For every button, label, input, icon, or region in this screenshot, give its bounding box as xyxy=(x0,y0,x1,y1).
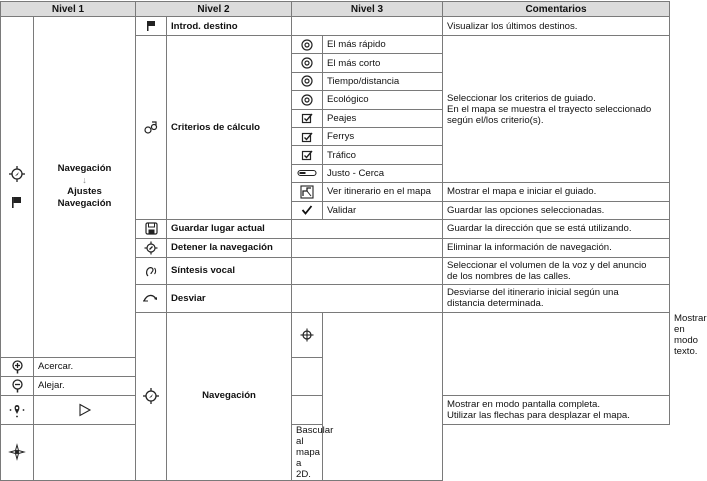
play-triangle-icon xyxy=(78,403,92,417)
flag-icon-cell xyxy=(136,17,167,36)
checkbox-icon-cell xyxy=(292,109,323,127)
option-mas-corto: El más corto xyxy=(323,54,443,72)
empty-cell xyxy=(292,257,443,284)
detour-arrow-icon xyxy=(143,293,159,303)
header-nivel1: Nivel 1 xyxy=(1,2,136,17)
route-settings-icon xyxy=(143,119,159,135)
criterios-comment-line3: según el/los criterio(s). xyxy=(447,114,544,126)
ver-itinerario-comment: Mostrar el mapa e iniciar el guiado. xyxy=(443,183,670,201)
validar-comment: Guardar las opciones seleccionadas. xyxy=(443,201,670,219)
checkbox-icon xyxy=(301,131,313,143)
radio-target-icon xyxy=(301,39,313,51)
ver-itinerario-label: Ver itinerario en el mapa xyxy=(323,183,443,201)
header-nivel2: Nivel 2 xyxy=(136,2,292,17)
sintesis-comment-line2: de los nombres de las calles. xyxy=(447,270,571,282)
option-ecologico: Ecológico xyxy=(323,91,443,109)
empty-cell xyxy=(34,424,167,480)
validar-label: Validar xyxy=(323,201,443,219)
detour-icon-cell xyxy=(136,284,167,312)
map-route-icon-cell xyxy=(292,183,323,201)
comment-pantalla-line2: Utilizar las flechas para desplazar el mapa. xyxy=(447,409,630,421)
stop-navigation-icon xyxy=(144,241,158,255)
introd-destino-comment: Visualizar los últimos destinos. xyxy=(443,17,670,36)
zoom-in-icon-cell xyxy=(1,357,34,376)
radio-icon-cell xyxy=(292,54,323,72)
header-nivel3: Nivel 3 xyxy=(292,2,443,17)
voice-speech-icon xyxy=(144,264,158,278)
empty-nivel3-cell xyxy=(443,312,670,395)
move-map-icon-cell xyxy=(1,395,34,424)
radio-target-icon xyxy=(301,75,313,87)
zoom-in-icon xyxy=(11,360,24,374)
compass-2d-icon-cell xyxy=(1,424,34,480)
radio-target-icon xyxy=(301,57,313,69)
desviar-label: Desviar xyxy=(167,284,292,312)
nivel1-navegacion-cell xyxy=(34,17,136,358)
radio-icon-cell xyxy=(292,91,323,109)
checkbox-icon-cell xyxy=(292,127,323,145)
option-justo-cerca: Justo - Cerca xyxy=(323,164,443,182)
header-comentarios: Comentarios xyxy=(443,2,670,17)
voice-icon-cell xyxy=(136,257,167,284)
option-peajes: Peajes xyxy=(323,109,443,127)
checkmark-icon xyxy=(301,204,313,216)
option-mas-rapido: El más rápido xyxy=(323,36,443,54)
criterios-comment xyxy=(443,36,670,183)
criterios-comment-line1: Seleccionar los criterios de guiado. xyxy=(447,92,596,104)
nivel1-title: Navegación xyxy=(57,163,112,175)
radio-icon-cell xyxy=(292,36,323,54)
menu-table xyxy=(0,1,707,481)
navigation-compass-icon xyxy=(8,165,26,183)
nivel1-subtitle-line2: Navegación xyxy=(57,198,112,210)
save-icon-cell xyxy=(136,219,167,238)
comment-pantalla-completa xyxy=(443,395,670,424)
table-row: Navegación Mostrar en modo texto. xyxy=(1,312,670,357)
detener-comment: Eliminar la información de navegación. xyxy=(443,238,670,257)
option-ferrys: Ferrys xyxy=(323,127,443,145)
comment-acercar: Acercar. xyxy=(34,357,136,376)
guardar-comment: Guardar la dirección que se está utilizando. xyxy=(443,219,670,238)
option-trafico: Tráfico xyxy=(323,146,443,164)
detener-label: Detener la navegación xyxy=(167,238,292,257)
nivel1-icons-cell xyxy=(1,17,34,358)
criterios-icon-cell xyxy=(136,36,167,220)
comment-pantalla-line1: Mostrar en modo pantalla completa. xyxy=(447,398,601,410)
checkbox-icon xyxy=(301,149,313,161)
nivel1-navegacion-cell-2: Navegación xyxy=(167,312,292,480)
empty-cell xyxy=(292,17,443,36)
option-tiempo-distancia: Tiempo/distancia xyxy=(323,72,443,90)
sintesis-label: Síntesis vocal xyxy=(167,257,292,284)
slider-icon xyxy=(297,169,317,177)
checkmark-icon-cell xyxy=(292,201,323,219)
sintesis-comment-line1: Seleccionar el volumen de la voz y del anuncio xyxy=(447,259,647,271)
compass-rose-icon xyxy=(9,444,25,460)
comment-bascular: Bascular al mapa a 2D. xyxy=(292,424,323,480)
stop-nav-icon-cell xyxy=(136,238,167,257)
table-row xyxy=(1,17,670,36)
empty-cell xyxy=(292,284,443,312)
checkbox-icon xyxy=(301,112,313,124)
navigation-compass-icon xyxy=(142,387,160,405)
comment-alejar: Alejar. xyxy=(34,376,136,395)
flag-icon xyxy=(10,195,24,209)
criterios-label: Criterios de cálculo xyxy=(167,36,292,220)
desviar-comment-line1: Desviarse del itinerario inicial según una xyxy=(447,287,619,299)
crosshair-icon-cell xyxy=(292,312,323,357)
empty-cell xyxy=(292,395,323,424)
introd-destino-label: Introd. destino xyxy=(167,17,292,36)
radio-icon-cell xyxy=(292,72,323,90)
checkbox-icon-cell xyxy=(292,146,323,164)
sintesis-comment xyxy=(443,257,670,284)
empty-cell xyxy=(292,219,443,238)
flag-icon xyxy=(145,20,157,32)
empty-cell xyxy=(292,238,443,257)
guardar-label: Guardar lugar actual xyxy=(167,219,292,238)
down-arrow-icon: ↓ xyxy=(82,175,87,186)
criterios-comment-line2: En el mapa se muestra el trayecto seleccionado xyxy=(447,103,652,115)
crosshair-icon xyxy=(300,328,314,342)
desviar-comment xyxy=(443,284,670,312)
move-map-icon xyxy=(9,402,25,418)
slider-icon-cell xyxy=(292,164,323,182)
zoom-out-icon xyxy=(11,379,24,393)
desviar-comment-line2: distancia determinada. xyxy=(447,298,544,310)
empty-nivel2-cell xyxy=(323,312,443,480)
header-row xyxy=(1,2,670,17)
zoom-out-icon-cell xyxy=(1,376,34,395)
save-disk-icon xyxy=(145,222,158,235)
radio-target-icon xyxy=(301,94,313,106)
play-icon-cell xyxy=(34,395,136,424)
map-route-icon xyxy=(300,185,314,199)
nivel1-subtitle-line1: Ajustes xyxy=(67,186,102,198)
